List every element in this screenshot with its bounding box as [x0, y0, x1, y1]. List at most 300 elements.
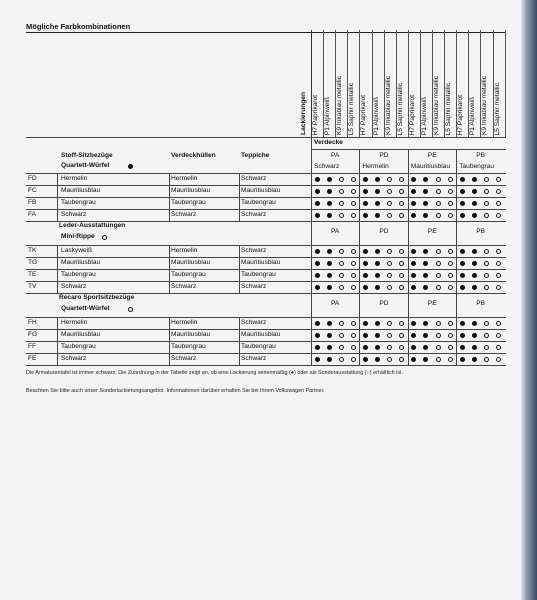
cell-divider	[57, 197, 58, 209]
optional-paint-dot	[496, 249, 501, 254]
optional-paint-dot	[496, 333, 501, 338]
cell-divider	[169, 173, 170, 185]
optional-paint-dot	[436, 321, 441, 326]
standard-paint-dot	[423, 357, 428, 362]
standard-paint-dot	[460, 177, 465, 182]
row-stoff: Schwarz	[61, 283, 87, 290]
section-subtitle: Quartett-Würfel	[61, 162, 110, 169]
standard-paint-dot	[460, 201, 465, 206]
optional-paint-dot	[351, 345, 356, 350]
standard-paint-dot	[315, 177, 320, 182]
verdeck-divider	[311, 329, 312, 341]
optional-paint-dot	[387, 273, 392, 278]
table-bottom-rule	[26, 365, 506, 366]
optional-paint-dot	[339, 249, 344, 254]
standard-paint-dot	[315, 261, 320, 266]
verdeck-color: Schwarz	[314, 163, 340, 170]
verdeck-divider	[408, 293, 409, 317]
cell-divider	[57, 173, 58, 185]
standard-paint-dot	[472, 333, 477, 338]
verdeck-divider	[456, 173, 457, 185]
paint-column-label: L5 Saphir metallic	[348, 82, 356, 135]
verdeck-divider	[359, 149, 360, 173]
standard-paint-dot	[327, 345, 332, 350]
row-divider	[26, 341, 506, 342]
row-stoff: Mauritiusblau	[61, 259, 101, 266]
optional-paint-dot	[387, 321, 392, 326]
cell-divider	[239, 257, 240, 269]
row-code: FD	[28, 175, 37, 182]
standard-paint-dot	[327, 273, 332, 278]
verdeck-divider	[359, 245, 360, 257]
standard-paint-dot	[315, 213, 320, 218]
standard-paint-dot	[375, 213, 380, 218]
verdeck-code: PD	[379, 300, 389, 307]
verdeck-divider	[456, 221, 457, 245]
lackierungen-text: Lackierungen	[300, 92, 307, 135]
optional-paint-dot	[399, 345, 404, 350]
verdeck-code: PB	[476, 228, 485, 235]
verdeck-code: PE	[427, 228, 437, 235]
standard-paint-dot	[460, 249, 465, 254]
optional-paint-dot	[448, 177, 453, 182]
verdeck-color: Hermelin	[362, 163, 389, 170]
row-teppich: Schwarz	[241, 283, 267, 290]
cell-divider	[57, 245, 58, 257]
cell-divider	[239, 317, 240, 329]
row-teppich: Schwarz	[241, 319, 267, 326]
verdeck-divider	[408, 197, 409, 209]
optional-paint-dot	[496, 321, 501, 326]
row-divider	[26, 281, 506, 282]
standard-paint-dot	[327, 249, 332, 254]
standard-paint-dot	[375, 333, 380, 338]
standard-paint-dot	[411, 213, 416, 218]
verdeck-divider	[311, 221, 312, 245]
paint-column-header	[323, 30, 335, 137]
standard-paint-dot	[315, 345, 320, 350]
optional-paint-dot	[484, 261, 489, 266]
optional-paint-dot	[448, 261, 453, 266]
optional-paint-dot	[351, 273, 356, 278]
cell-divider	[57, 281, 58, 293]
optional-paint-dot	[484, 273, 489, 278]
standard-paint-dot	[423, 213, 428, 218]
section-subtitle: Mini-Rippe	[61, 233, 95, 240]
optional-paint-dot	[448, 201, 453, 206]
paint-column-label: H7 Paprikarot	[457, 94, 465, 135]
cell-divider	[57, 269, 58, 281]
optional-paint-dot	[436, 333, 441, 338]
optional-paint-dot	[351, 285, 356, 290]
verdeck-divider	[456, 329, 457, 341]
row-teppich: Taubengrau	[241, 271, 276, 278]
verdeck-code: PA	[331, 228, 340, 235]
standard-paint-dot	[375, 345, 380, 350]
col-header-stoff: Stoff-Sitzbezüge	[61, 152, 113, 159]
optional-paint-dot	[484, 321, 489, 326]
standard-paint-dot	[363, 189, 368, 194]
paint-column-label: K9 Inkablau metallic	[433, 75, 440, 135]
cell-divider	[57, 209, 58, 221]
standard-paint-dot	[423, 321, 428, 326]
paint-column-header	[468, 30, 480, 137]
verdeck-divider	[359, 341, 360, 353]
optional-paint-dot	[387, 177, 392, 182]
standard-paint-dot	[411, 333, 416, 338]
standard-paint-dot	[315, 201, 320, 206]
verdeck-divider	[311, 173, 312, 185]
cell-divider	[239, 209, 240, 221]
verdeck-divider	[456, 317, 457, 329]
cell-divider	[57, 185, 58, 197]
cell-divider	[57, 317, 58, 329]
optional-paint-dot	[399, 249, 404, 254]
standard-paint-dot	[423, 249, 428, 254]
verdeck-divider	[359, 329, 360, 341]
standard-paint-dot	[315, 189, 320, 194]
optional-paint-dot	[448, 189, 453, 194]
row-divider	[26, 269, 506, 270]
row-stoff: Mauritiusblau	[61, 187, 101, 194]
row-code: FC	[28, 187, 37, 194]
verdeck-divider	[408, 281, 409, 293]
row-verdeck: Hermelin	[171, 319, 198, 326]
verdeck-code: PD	[379, 228, 389, 235]
verdeck-divider	[408, 353, 409, 365]
paint-column-header	[480, 30, 492, 137]
verdeck-divider	[408, 221, 409, 245]
row-verdeck: Taubengrau	[171, 343, 206, 350]
verdeck-divider	[311, 269, 312, 281]
optional-paint-dot	[436, 249, 441, 254]
filled-circle-icon	[128, 164, 133, 169]
verdeck-divider	[456, 269, 457, 281]
optional-paint-dot	[448, 285, 453, 290]
optional-paint-dot	[339, 321, 344, 326]
standard-paint-dot	[472, 285, 477, 290]
standard-paint-dot	[375, 249, 380, 254]
lackierungen-label	[299, 30, 311, 137]
optional-paint-dot	[339, 345, 344, 350]
optional-paint-dot	[496, 261, 501, 266]
standard-paint-dot	[411, 189, 416, 194]
paint-column-header	[384, 30, 396, 137]
row-stoff: Schwarz	[61, 355, 87, 362]
row-divider	[26, 197, 506, 198]
row-verdeck: Taubengrau	[171, 271, 206, 278]
cell-divider	[169, 197, 170, 209]
cell-divider	[57, 353, 58, 365]
optional-paint-dot	[339, 261, 344, 266]
optional-paint-dot	[387, 333, 392, 338]
paint-column-label: K9 Inkablau metallic	[481, 75, 489, 135]
standard-paint-dot	[411, 201, 416, 206]
cell-divider	[239, 281, 240, 293]
cell-divider	[169, 281, 170, 293]
optional-paint-dot	[436, 189, 441, 194]
optional-paint-dot	[484, 357, 489, 362]
optional-paint-dot	[436, 201, 441, 206]
optional-paint-dot	[496, 213, 501, 218]
col-header-teppiche: Teppiche	[241, 152, 270, 159]
standard-paint-dot	[472, 201, 477, 206]
optional-paint-dot	[448, 249, 453, 254]
optional-paint-dot	[399, 177, 404, 182]
cell-divider	[169, 329, 170, 341]
verdeck-divider	[311, 293, 312, 317]
row-stoff: Taubengrau	[61, 199, 96, 206]
optional-paint-dot	[351, 189, 356, 194]
row-teppich: Schwarz	[241, 355, 267, 362]
optional-paint-dot	[484, 201, 489, 206]
optional-paint-dot	[436, 261, 441, 266]
paint-column-label: K9 Inkablau metallic	[336, 75, 344, 135]
optional-paint-dot	[351, 261, 356, 266]
standard-paint-dot	[460, 285, 465, 290]
standard-paint-dot	[411, 261, 416, 266]
standard-paint-dot	[423, 189, 428, 194]
verdeck-divider	[311, 317, 312, 329]
verdeck-divider	[456, 245, 457, 257]
cell-divider	[57, 341, 58, 353]
optional-paint-dot	[399, 285, 404, 290]
standard-paint-dot	[423, 177, 428, 182]
standard-paint-dot	[363, 321, 368, 326]
verdeck-divider	[456, 281, 457, 293]
verdeck-divider	[456, 257, 457, 269]
verdeck-divider	[311, 197, 312, 209]
cell-divider	[169, 317, 170, 329]
standard-paint-dot	[472, 189, 477, 194]
row-divider	[26, 209, 506, 210]
verdecke-label: Verdecke	[314, 139, 343, 146]
paint-column-header	[456, 30, 468, 137]
optional-paint-dot	[496, 189, 501, 194]
verdeck-divider	[359, 281, 360, 293]
standard-paint-dot	[375, 177, 380, 182]
table-top-rule	[26, 137, 506, 138]
paint-column-header	[311, 30, 323, 137]
row-code: FF	[28, 343, 37, 350]
optional-paint-dot	[484, 189, 489, 194]
cell-divider	[169, 209, 170, 221]
row-teppich: Schwarz	[241, 211, 267, 218]
cell-divider	[239, 185, 240, 197]
paint-column-label: P1 Alpinweiß	[372, 96, 380, 135]
optional-paint-dot	[399, 201, 404, 206]
optional-paint-dot	[399, 357, 404, 362]
standard-paint-dot	[423, 345, 428, 350]
paint-column-label: L5 Saphir metallic	[396, 82, 404, 135]
row-verdeck: Schwarz	[171, 211, 197, 218]
optional-paint-dot	[436, 273, 441, 278]
standard-paint-dot	[327, 189, 332, 194]
verdeck-divider	[359, 293, 360, 317]
paint-column-label: L5 Saphir metallic	[445, 82, 453, 135]
standard-paint-dot	[460, 357, 465, 362]
paint-column-header	[359, 30, 371, 137]
verdeck-divider	[311, 341, 312, 353]
row-stoff: Taubengrau	[61, 271, 96, 278]
row-code: FE	[28, 355, 37, 362]
cell-divider	[169, 245, 170, 257]
optional-paint-dot	[387, 261, 392, 266]
standard-paint-dot	[375, 261, 380, 266]
verdeck-divider	[359, 173, 360, 185]
verdeck-color: Taubengrau	[459, 163, 495, 170]
row-verdeck: Hermelin	[171, 175, 198, 182]
verdeck-divider	[456, 293, 457, 317]
open-circle-icon	[128, 307, 133, 312]
paint-column-header	[372, 30, 384, 137]
standard-paint-dot	[472, 345, 477, 350]
standard-paint-dot	[411, 273, 416, 278]
verdeck-code: PE	[427, 300, 437, 307]
cell-divider	[57, 329, 58, 341]
section-title: Recaro Sportsitzbezüge	[59, 294, 135, 301]
optional-paint-dot	[351, 177, 356, 182]
optional-paint-dot	[387, 285, 392, 290]
standard-paint-dot	[411, 357, 416, 362]
verdeck-divider	[311, 353, 312, 365]
verdeck-divider	[311, 209, 312, 221]
row-verdeck: Taubengrau	[171, 199, 206, 206]
paint-column-header	[493, 30, 505, 137]
row-divider	[26, 257, 506, 258]
standard-paint-dot	[375, 189, 380, 194]
optional-paint-dot	[448, 213, 453, 218]
standard-paint-dot	[327, 261, 332, 266]
cell-divider	[169, 353, 170, 365]
paint-column-header	[444, 30, 456, 137]
standard-paint-dot	[411, 177, 416, 182]
standard-paint-dot	[460, 189, 465, 194]
standard-paint-dot	[472, 357, 477, 362]
paint-column-label: P1 Alpinweiß	[469, 96, 477, 135]
verdeck-divider	[408, 149, 409, 173]
col-header-verdeck: Verdeckhüllen	[171, 152, 216, 159]
row-verdeck: Schwarz	[171, 355, 197, 362]
standard-paint-dot	[472, 249, 477, 254]
section-title: Leder-Ausstattungen	[59, 222, 126, 229]
cell-divider	[239, 269, 240, 281]
verdeck-divider	[456, 209, 457, 221]
row-code: TK	[28, 247, 37, 254]
optional-paint-dot	[387, 213, 392, 218]
optional-paint-dot	[351, 213, 356, 218]
optional-paint-dot	[339, 357, 344, 362]
standard-paint-dot	[327, 177, 332, 182]
optional-paint-dot	[387, 201, 392, 206]
verdeck-divider	[456, 149, 457, 173]
cell-divider	[169, 269, 170, 281]
verdeck-divider	[311, 245, 312, 257]
optional-paint-dot	[339, 189, 344, 194]
cell-divider	[239, 197, 240, 209]
cell-divider	[239, 329, 240, 341]
standard-paint-dot	[460, 213, 465, 218]
standard-paint-dot	[472, 273, 477, 278]
footnote-2: Beachten Sie bitte auch unser Sonderlackierungsangebot. Informationen darüber erhalten Sie bei Ihrem Volkswagen Partner.	[26, 388, 325, 394]
row-verdeck: Hermelin	[171, 247, 198, 254]
cell-divider	[169, 185, 170, 197]
row-verdeck: Mauritiusblau	[171, 331, 211, 338]
standard-paint-dot	[472, 177, 477, 182]
optional-paint-dot	[351, 249, 356, 254]
color-table	[26, 137, 506, 365]
row-divider	[26, 317, 506, 318]
optional-paint-dot	[351, 333, 356, 338]
row-verdeck: Mauritiusblau	[171, 259, 211, 266]
optional-paint-dot	[448, 357, 453, 362]
standard-paint-dot	[472, 261, 477, 266]
optional-paint-dot	[448, 345, 453, 350]
standard-paint-dot	[472, 213, 477, 218]
verdeck-code: PA	[331, 300, 340, 307]
paint-column-header	[420, 30, 432, 137]
standard-paint-dot	[363, 201, 368, 206]
optional-paint-dot	[436, 177, 441, 182]
standard-paint-dot	[327, 321, 332, 326]
row-stoff: Hermelin	[61, 319, 88, 326]
optional-paint-dot	[496, 201, 501, 206]
cell-divider	[239, 173, 240, 185]
optional-paint-dot	[339, 285, 344, 290]
optional-paint-dot	[484, 285, 489, 290]
paint-column-label: H7 Paprikarot	[408, 94, 416, 135]
standard-paint-dot	[363, 285, 368, 290]
verdeck-divider	[456, 185, 457, 197]
optional-paint-dot	[339, 333, 344, 338]
standard-paint-dot	[411, 249, 416, 254]
verdeck-divider	[456, 197, 457, 209]
optional-paint-dot	[496, 357, 501, 362]
verdeck-code: PD	[379, 152, 389, 159]
standard-paint-dot	[423, 201, 428, 206]
paint-column-label: P1 Alpinweiß	[420, 96, 428, 135]
row-code: FB	[28, 199, 37, 206]
row-code: TE	[28, 271, 37, 278]
section-subtitle: Quartett-Würfel	[61, 305, 110, 312]
verdeck-divider	[408, 245, 409, 257]
cell-divider	[239, 353, 240, 365]
verdeck-divider	[311, 185, 312, 197]
paint-column-label: H7 Paprikarot	[360, 94, 368, 135]
standard-paint-dot	[327, 201, 332, 206]
row-teppich: Mauritiusblau	[241, 187, 281, 194]
standard-paint-dot	[472, 321, 477, 326]
optional-paint-dot	[496, 345, 501, 350]
standard-paint-dot	[315, 285, 320, 290]
optional-paint-dot	[399, 333, 404, 338]
paint-column-header	[347, 30, 359, 137]
standard-paint-dot	[423, 261, 428, 266]
standard-paint-dot	[363, 249, 368, 254]
optional-paint-dot	[339, 273, 344, 278]
standard-paint-dot	[327, 357, 332, 362]
verdeck-code: PB	[476, 300, 485, 307]
standard-paint-dot	[327, 213, 332, 218]
optional-paint-dot	[436, 213, 441, 218]
verdeck-divider	[408, 329, 409, 341]
verdeck-divider	[359, 317, 360, 329]
standard-paint-dot	[375, 357, 380, 362]
standard-paint-dot	[460, 345, 465, 350]
verdeck-divider	[408, 209, 409, 221]
standard-paint-dot	[363, 177, 368, 182]
optional-paint-dot	[448, 273, 453, 278]
